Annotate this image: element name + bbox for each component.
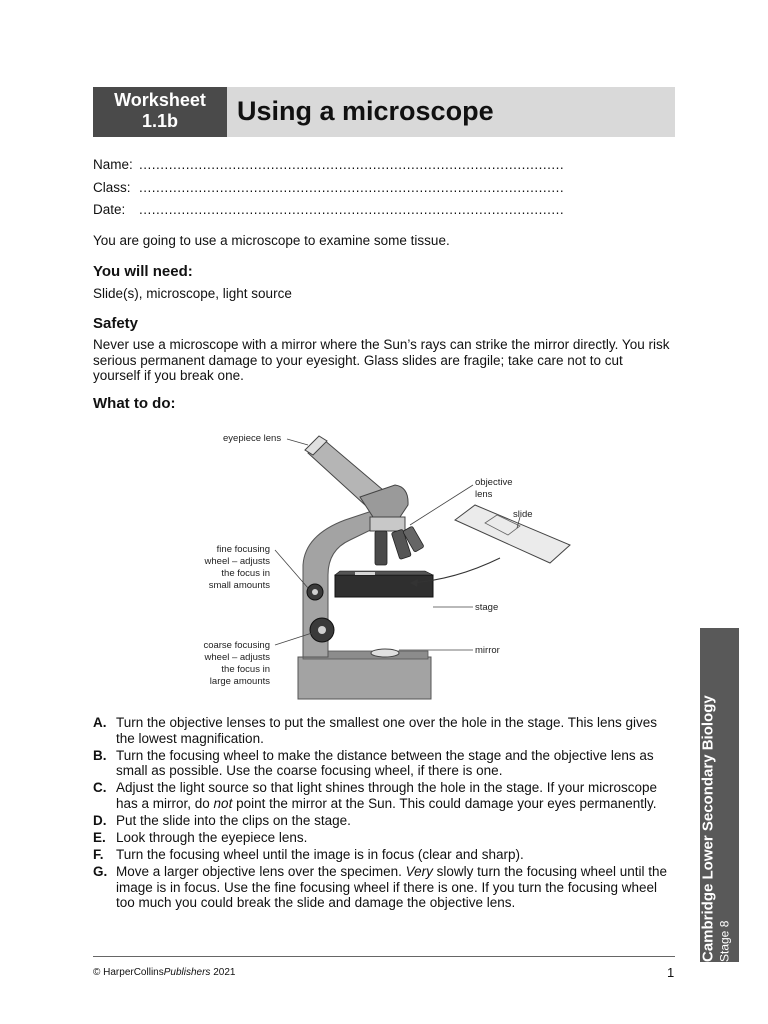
step-key: D. <box>93 812 107 828</box>
label-objective-2: lens <box>475 489 493 500</box>
step-text <box>116 864 675 911</box>
step-text-post: point the mirror at the Sun. This could damage your eyes permanently. <box>232 795 657 811</box>
label-mirror: mirror <box>475 645 500 656</box>
microscope-stage <box>335 575 433 597</box>
label-stage: stage <box>475 602 499 613</box>
step-item <box>93 715 675 746</box>
step-item <box>93 813 675 829</box>
step-text-emphasis: not <box>213 795 233 811</box>
step-item <box>93 864 675 911</box>
step-text: Turn the focusing wheel to make the distance between the stage and the objective lens as small as possible. Use the coarse focusing wheel, if there is one. <box>116 747 654 779</box>
microscope-base <box>298 657 431 699</box>
step-text-pre: Move a larger objective lens over the specimen. <box>116 864 406 880</box>
side-tab-text <box>700 628 739 962</box>
intro-text: You are going to use a microscope to examine some tissue. <box>93 233 450 248</box>
label-slide: slide <box>513 509 533 520</box>
microscope-diagram <box>195 425 575 705</box>
label-fine-4: small amounts <box>208 580 270 591</box>
safety-text: Never use a microscope with a mirror where the Sun’s rays can strike the mirror directly. You risk serious permanent damage to your eyesight. Glass slides are fragile; take care not to cut yourself if you break one. <box>93 337 670 383</box>
step-text <box>116 780 675 811</box>
page-number: 1 <box>667 965 675 980</box>
step-key: E. <box>93 829 106 845</box>
label-fine-3: the focus in <box>221 568 270 579</box>
worksheet-number: 1.1b <box>141 111 179 131</box>
step-item <box>93 830 675 846</box>
label-coarse-3: the focus in <box>221 664 270 675</box>
step-text: Look through the eyepiece lens. <box>116 829 308 845</box>
nosepiece <box>370 517 405 531</box>
class-field[interactable] <box>93 180 564 195</box>
step-text-emphasis: Very <box>405 864 433 880</box>
class-label: Class: <box>93 180 131 195</box>
step-text-pre: Adjust the light source so that light shines through the hole in the stage. If your microscope has a mirror, do <box>116 780 658 811</box>
need-heading: You will need: <box>93 263 193 280</box>
objective-lens-1 <box>375 531 387 565</box>
label-eyepiece: eyepiece lens <box>223 433 282 444</box>
step-key: G. <box>93 864 108 880</box>
side-tab-series: Cambridge Lower Secondary Biology <box>699 695 717 962</box>
date-label: Date: <box>93 202 126 217</box>
step-key: F. <box>93 846 104 862</box>
eyepiece-leader <box>287 439 308 445</box>
step-text: Put the slide into the clips on the stage. <box>116 812 351 828</box>
step-text: Turn the objective lenses to put the smallest one over the hole in the stage. This lens gives the lowest magnification. <box>116 715 658 746</box>
stage-top <box>335 571 433 575</box>
copyright <box>93 967 235 978</box>
side-tab-stage: Stage 8 <box>717 920 732 962</box>
copyright-italic: Publishers <box>163 967 211 978</box>
fine-focusing-wheel-hub <box>312 589 318 595</box>
step-key: A. <box>93 715 107 730</box>
label-objective-1: objective <box>475 477 513 488</box>
coarse-focusing-wheel-hub <box>318 626 326 634</box>
label-fine-1: fine focusing <box>216 544 270 555</box>
step-text: Turn the focusing wheel until the image is in focus (clear and sharp). <box>116 846 524 862</box>
label-coarse-2: wheel – adjusts <box>204 652 270 663</box>
label-fine-2: wheel – adjusts <box>204 556 270 567</box>
safety-heading: Safety <box>93 315 139 332</box>
label-coarse-4: large amounts <box>209 676 270 687</box>
class-dots: .................................................................................................... <box>139 180 565 195</box>
copyright-prefix: © HarperCollins <box>93 967 164 978</box>
steps-list <box>93 715 675 912</box>
step-item <box>93 847 675 863</box>
footer-rule <box>93 956 675 957</box>
step-item <box>93 748 675 779</box>
mirror <box>371 649 399 657</box>
need-text: Slide(s), microscope, light source <box>93 286 292 301</box>
page-title: Using a microscope <box>237 96 494 126</box>
step-text-post: slowly turn the focusing wheel until the image is in focus. Use the fine focusing wheel if there is one. If you turn the focusing wheel too much you could break the slide and damage the objective lens. <box>116 864 668 911</box>
step-key: B. <box>93 747 107 763</box>
step-key: C. <box>93 780 107 796</box>
date-field[interactable] <box>93 202 564 217</box>
stage-clip <box>355 572 375 575</box>
name-dots: .................................................................................................... <box>139 157 565 172</box>
name-field[interactable] <box>93 157 564 172</box>
todo-heading: What to do: <box>93 395 176 412</box>
worksheet-label: Worksheet <box>114 90 206 110</box>
copyright-suffix: 2021 <box>210 967 236 978</box>
label-coarse-1: coarse focusing <box>203 640 270 651</box>
date-dots: .................................................................................................... <box>139 202 565 217</box>
worksheet-badge <box>93 87 227 137</box>
step-item <box>93 780 675 811</box>
name-label: Name: <box>93 157 133 172</box>
